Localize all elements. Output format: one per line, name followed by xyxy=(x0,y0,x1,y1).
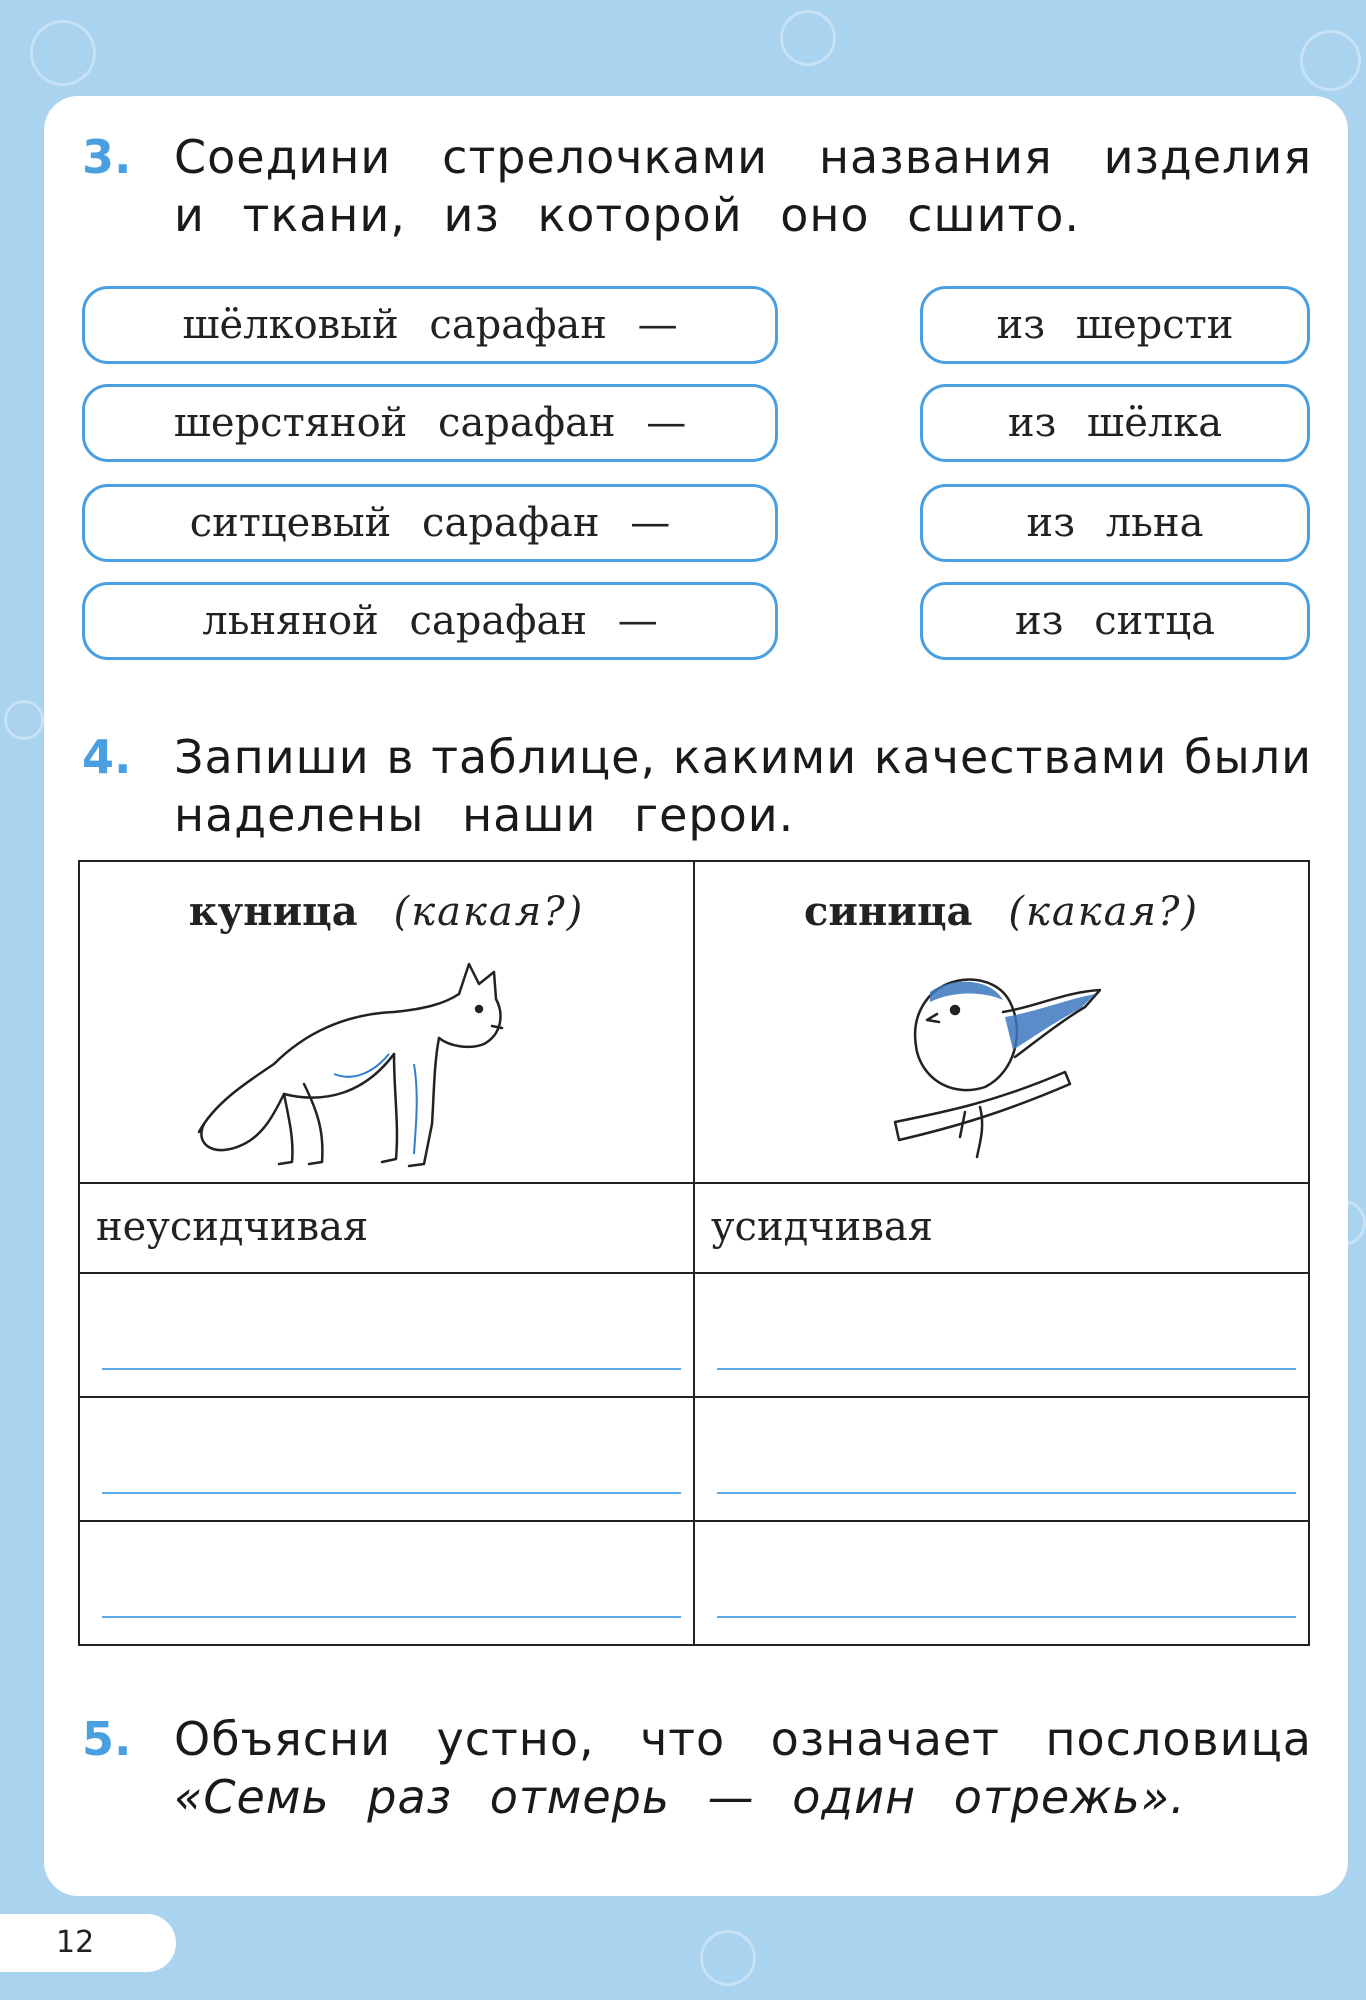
marten-header xyxy=(80,862,693,935)
titmouse-question: (какая?) xyxy=(1008,889,1200,935)
task-4-heading xyxy=(82,728,1312,844)
titmouse-quality-cell xyxy=(694,1183,1309,1273)
left-item-chintz[interactable]: ситцевый сарафан — xyxy=(82,484,778,562)
answer-cell[interactable] xyxy=(79,1397,694,1521)
task-text-line1: Запиши в таблице, какими качествами были xyxy=(174,730,1312,784)
titmouse-header xyxy=(695,862,1308,935)
left-item-linen[interactable]: льняной сарафан — xyxy=(82,582,778,660)
proverb-text: «Семь раз отмерь — один отрежь». xyxy=(174,1770,1186,1824)
marten-question: (какая?) xyxy=(393,889,585,935)
task-text-line2: наделены наши герои. xyxy=(174,788,795,842)
titmouse-quality: усидчивая xyxy=(711,1204,933,1250)
answer-cell[interactable] xyxy=(79,1521,694,1645)
writing-line xyxy=(102,1492,681,1494)
task-text-line2: и ткани, из которой оно сшито. xyxy=(174,188,1081,242)
right-item-chintz[interactable]: из ситца xyxy=(920,582,1310,660)
writing-line xyxy=(717,1368,1296,1370)
background-doodle xyxy=(4,700,44,740)
titmouse-illustration xyxy=(885,962,1125,1172)
background-doodle xyxy=(700,1930,756,1986)
left-item-silk[interactable]: шёлковый сарафан — xyxy=(82,286,778,364)
background-doodle xyxy=(30,20,96,86)
background-doodle xyxy=(1300,30,1361,91)
task-3-heading xyxy=(82,128,1312,244)
marten-illustration xyxy=(184,954,524,1174)
marten-header-cell xyxy=(79,861,694,1183)
task-text-line1: Объясни устно, что означает пословица xyxy=(174,1712,1312,1766)
writing-line xyxy=(102,1368,681,1370)
task-5-heading xyxy=(82,1710,1312,1826)
right-item-silk[interactable]: из шёлка xyxy=(920,384,1310,462)
answer-cell[interactable] xyxy=(694,1273,1309,1397)
answer-cell[interactable] xyxy=(694,1521,1309,1645)
answer-cell[interactable] xyxy=(79,1273,694,1397)
left-item-wool[interactable]: шерстяной сарафан — xyxy=(82,384,778,462)
task-number: 4. xyxy=(82,730,132,784)
right-item-linen[interactable]: из льна xyxy=(920,484,1310,562)
marten-quality: неусидчивая xyxy=(96,1204,369,1250)
writing-line xyxy=(717,1492,1296,1494)
titmouse-name: синица xyxy=(803,888,973,935)
titmouse-header-cell xyxy=(694,861,1309,1183)
task-text-line1: Соедини стрелочками названия изделия xyxy=(174,130,1312,184)
writing-line xyxy=(717,1616,1296,1618)
task-number: 3. xyxy=(82,130,132,184)
page-number: 12 xyxy=(0,1914,176,1972)
background-doodle xyxy=(780,10,836,66)
qualities-table xyxy=(78,860,1310,1646)
marten-quality-cell xyxy=(79,1183,694,1273)
writing-line xyxy=(102,1616,681,1618)
task-number: 5. xyxy=(82,1712,132,1766)
marten-name: куница xyxy=(188,888,358,935)
right-item-wool[interactable]: из шерсти xyxy=(920,286,1310,364)
answer-cell[interactable] xyxy=(694,1397,1309,1521)
